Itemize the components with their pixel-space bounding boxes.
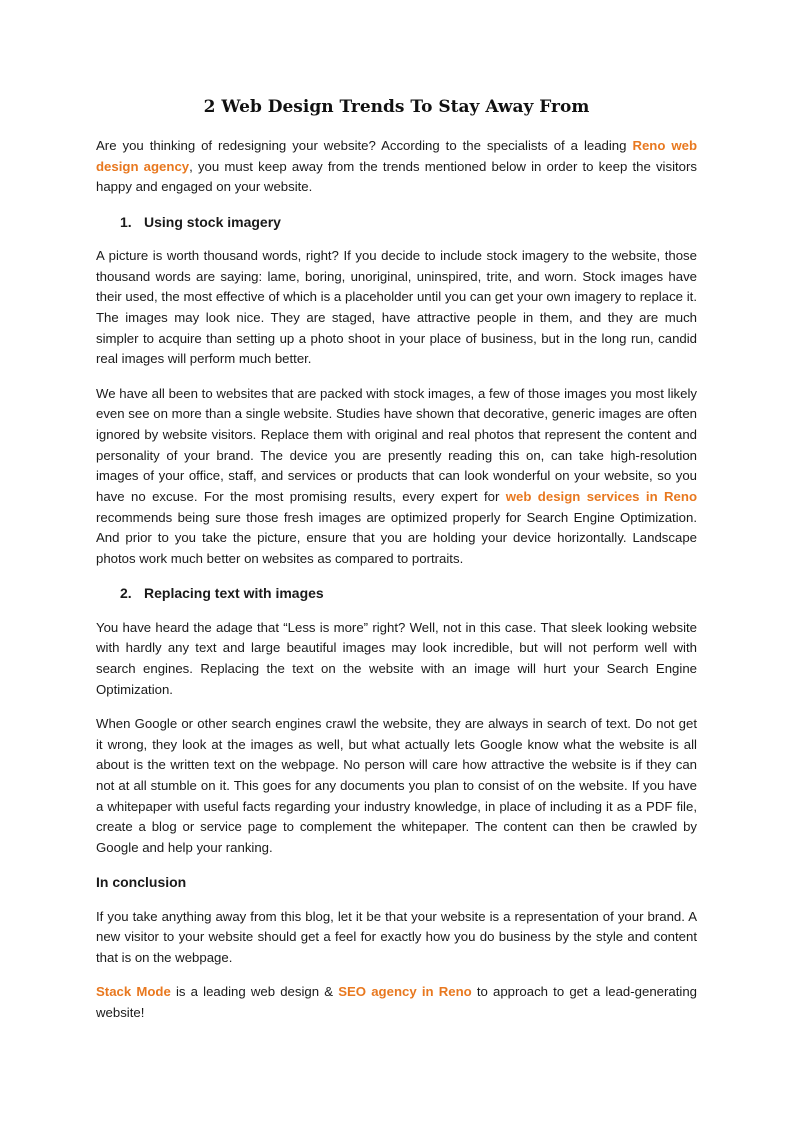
- section2-heading: [96, 583, 697, 604]
- section1-heading: [96, 212, 697, 233]
- web-design-services-reno-link[interactable]: web design services in Reno: [505, 489, 697, 505]
- conclusion-paragraph: If you take anything away from this blog, let it be that your website is a representation of your brand. A new visitor to your website should get a feel for exactly how you do business by the style and content that is on the webpage.: [96, 908, 697, 965]
- section2-paragraph1: You have heard the adage that “Less is more” right? Well, not in this case. That sleek looking website with hardly any text and large beautiful images may look incredible, but will not perform well with search engines. Replacing the text on the website with an image will hurt your Search Engine Optimization.: [96, 619, 697, 697]
- closing-text-mid: is a leading web design &: [170, 984, 339, 1000]
- section1-paragraph2: [96, 384, 697, 570]
- section1-p2-text-before: We have all been to websites that are packed with stock images, a few of those images you most likely even see on more than a single website. Studies have shown that decorative, generic images are often ignored by website visitors. Replace them with original and real photos that represent the content and personality of your brand. The device you are presently reading this on, can take high-resolution images of your office, staff, and services or products that can look wonderful on your website, so you have no excuse. For the most promising results, every expert for: [96, 385, 697, 505]
- section1-number: 1.: [120, 213, 132, 230]
- seo-agency-reno-link[interactable]: SEO agency in Reno: [338, 984, 472, 1000]
- section2-number: 2.: [120, 585, 132, 602]
- closing-text-end: to approach to get a lead-generating website!: [96, 984, 697, 1020]
- section1-p2-text-after: recommends being sure those fresh images are optimized properly for Search Engine Optimization. And prior to you take the picture, ensure that you are holding your device horizontally. Landscape photos work much better on websites as compared to portraits.: [96, 509, 697, 567]
- document-title: 2 Web Design Trends To Stay Away From: [203, 97, 590, 117]
- stack-mode-link[interactable]: Stack Mode: [96, 984, 171, 1000]
- intro-text-before: Are you thinking of redesigning your website? According to the specialists of a leading: [96, 138, 633, 153]
- document-page: [96, 94, 697, 1037]
- reno-web-design-agency-link[interactable]: Reno web design agency: [96, 138, 698, 174]
- section2-paragraph2: When Google or other search engines crawl the website, they are always in search of text. Do not get it wrong, they look at the images as well, but what actually lets Google know what the website is all about is the written text on the webpage. No person will care how attractive the website is if they can not at all stumble on it. This goes for any documents you plan to consist of on the website. If you have a whitepaper with useful facts regarding your industry knowledge, in place of including it as a PDF file, create a blog or service page to complement the whitepaper. The content can then be crawled by Google and help your ranking.: [96, 715, 697, 856]
- conclusion-heading: In conclusion: [96, 874, 187, 891]
- intro-paragraph: [96, 136, 697, 198]
- intro-text-after: , you must keep away from the trends mentioned below in order to keep the visitors happy and engaged on your website.: [96, 158, 697, 195]
- section2-heading-label: Replacing text with images: [144, 585, 324, 602]
- section1-paragraph1: A picture is worth thousand words, right? If you decide to include stock imagery to the website, those thousand words are saying: lame, boring, unoriginal, uninspired, trite, and worn. Stock images have their used, the most effective of which is a placeholder until you can get your own imagery to replace it. The images may look nice. They are staged, have attractive people in them, and they are much simpler to acquire than setting up a photo shoot in your place of business, but in the long run, candid real images will perform much better.: [96, 247, 697, 367]
- closing-paragraph: [96, 982, 697, 1023]
- section1-heading-label: Using stock imagery: [144, 213, 281, 230]
